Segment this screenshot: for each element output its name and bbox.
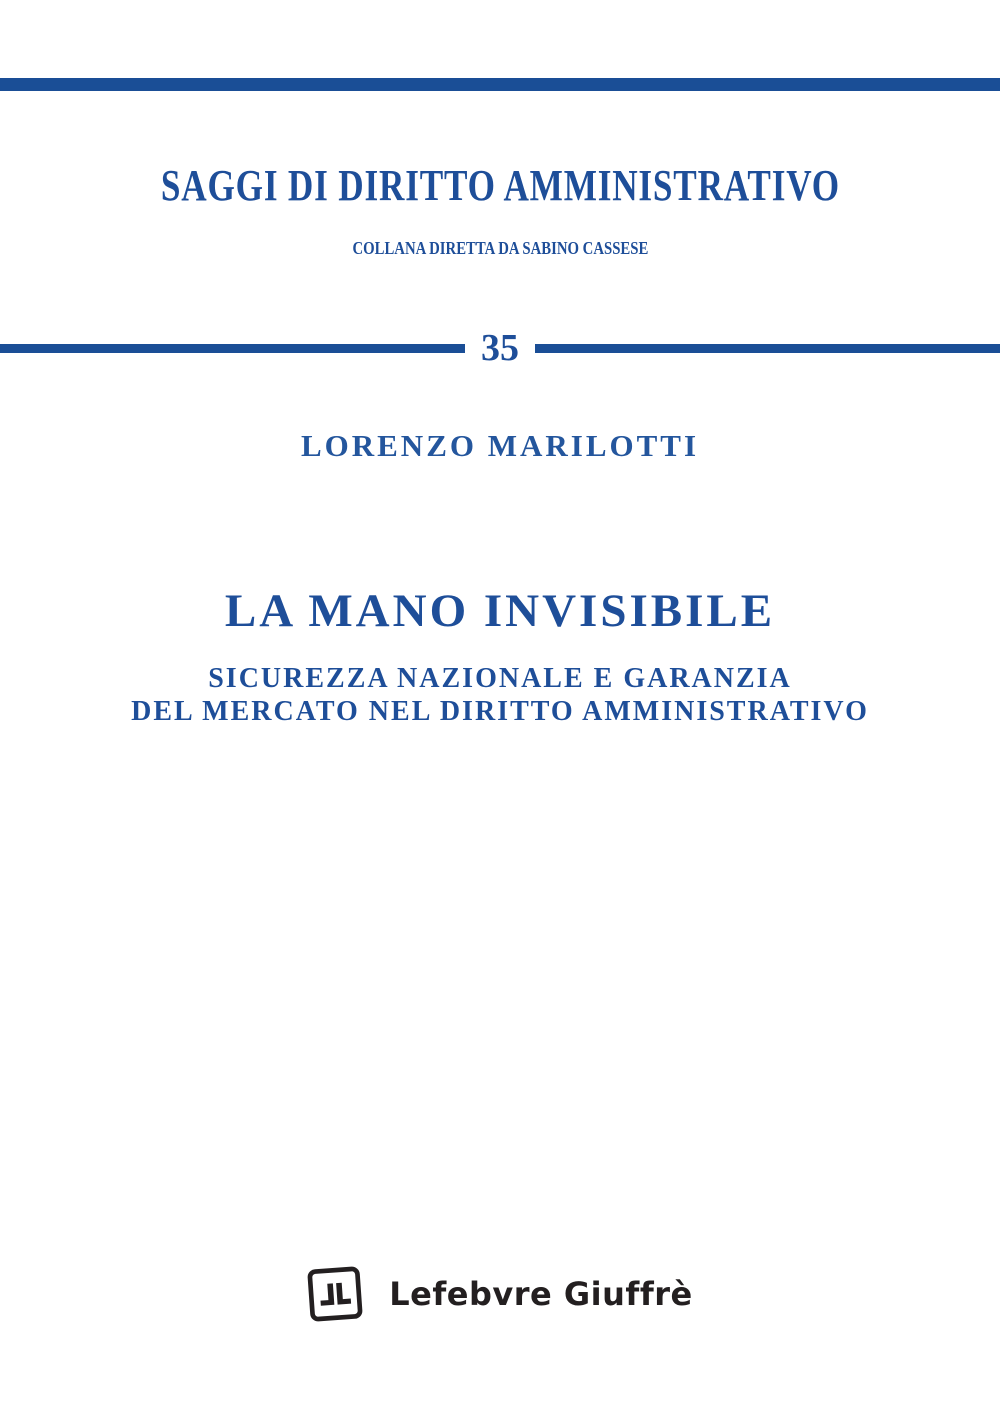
publisher-logo: [0, 1266, 1000, 1322]
book-title: LA MANO INVISIBILE: [224, 585, 776, 637]
volume-band-line-right: [535, 344, 1000, 353]
publisher-name: Lefebvre Giuffrè: [389, 1275, 693, 1313]
book-subtitle: [0, 662, 1000, 728]
series-directed-by-text: COLLANA DIRETTA DA SABINO CASSESE: [352, 238, 648, 258]
series-directed-by: [0, 238, 1000, 259]
book-subtitle-line1: SICUREZZA NAZIONALE E GARANZIA: [208, 663, 792, 694]
book-subtitle-line2: DEL MERCATO NEL DIRITTO AMMINISTRATIVO: [131, 696, 869, 727]
volume-number: 35: [481, 327, 519, 369]
series-title-text: SAGGI DI DIRITTO AMMINISTRATIVO: [160, 161, 840, 210]
volume-band: [0, 328, 1000, 368]
series-title: [0, 160, 1000, 211]
volume-band-line-left: [0, 344, 465, 353]
top-rule: [0, 78, 1000, 91]
lefebvre-giuffre-logo-icon: [305, 1264, 365, 1324]
author-name: LORENZO MARILOTTI: [300, 428, 700, 463]
